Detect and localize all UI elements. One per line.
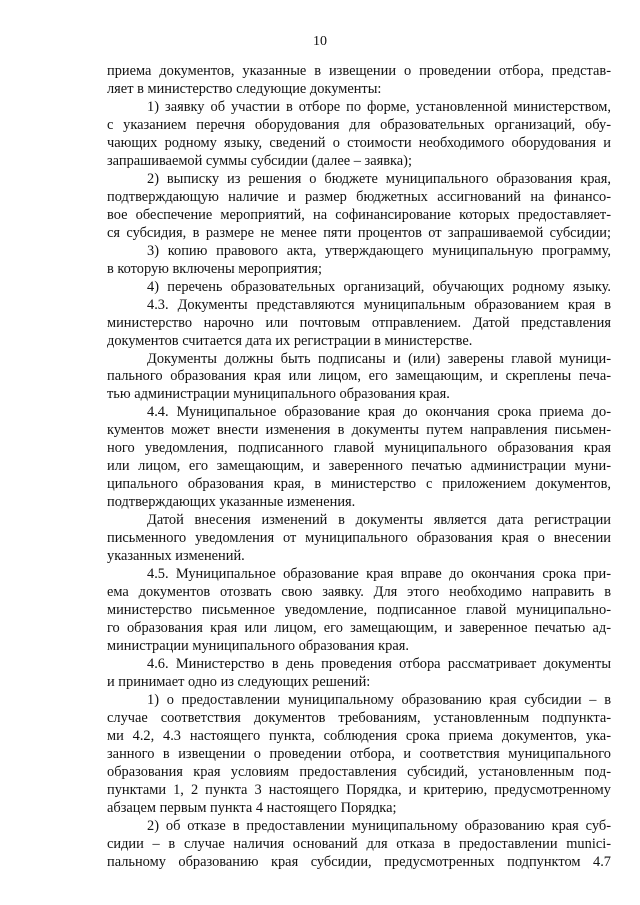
text-line: Датой внесения изменений в документы является дата регистрации	[147, 512, 611, 529]
text-line: в которую включены мероприятия;	[107, 260, 322, 277]
text-line: подтверждающих указанные изменения.	[107, 494, 356, 511]
text-line: случае соответствия документов требованиям, установленным подпункта-	[107, 709, 611, 726]
text-line: ся субсидия, в размере не менее пяти процентов от запрашиваемой субсидии;	[107, 224, 611, 241]
text-line: 4.6. Министерство в день проведения отбора рассматривает документы	[147, 655, 611, 672]
text-line: ляет в министерство следующие документы:	[107, 80, 382, 97]
text-line: 2) выписку из решения о бюджете муниципального образования края,	[147, 170, 611, 187]
page-number: 10	[313, 34, 327, 49]
text-line: ема документов отозвать свою заявку. Для этого необходимо направить в	[107, 584, 611, 601]
text-line: вое обеспечение мероприятий, на софинансирование которых предоставляет-	[107, 206, 611, 223]
text-line: кументов может внести изменения в документы путем направления письмен-	[107, 422, 611, 439]
text-line: министрации муниципального образования края.	[107, 638, 409, 654]
text-line: тью администрации муниципального образования края.	[107, 386, 450, 403]
text-line: образования края условиям предоставления субсидий, установленным под-	[107, 763, 611, 780]
text-line: или лицом, его замещающим, и заверенного печатью администрации муни-	[107, 458, 611, 475]
text-line: чающих родному языку, сведений о стоимости необходимого оборудования и	[107, 134, 611, 151]
text-line: министерство нарочно или почтовым отправлением. Датой представления	[107, 314, 611, 331]
text-line: запрашиваемой суммы субсидии (далее – заявка);	[107, 152, 412, 169]
text-line: письменного уведомления от муниципального образования края о внесении	[107, 530, 611, 547]
text-line: указанных изменений.	[107, 548, 245, 565]
text-line: 3) копию правового акта, утверждающего муниципальную программу,	[147, 242, 611, 259]
text-line: 1) заявку об участии в отборе по форме, установленной министерством,	[147, 98, 611, 115]
text-line: 2) об отказе в предоставлении муниципальному образованию края суб-	[147, 817, 611, 834]
text-line: сидии – в случае наличия оснований для отказа в предоставлении munici-	[107, 835, 611, 852]
text-line: документов считается дата их регистрации в министерстве.	[107, 332, 473, 349]
text-line: и принимает одно из следующих решений:	[107, 673, 371, 690]
text-line: Документы должны быть подписаны и (или) заверены главой муници-	[147, 350, 611, 367]
text-line: 1) о предоставлении муниципальному образованию края субсидии – в	[147, 691, 611, 708]
text-line: 4) перечень образовательных организаций, обучающих родному языку.	[147, 278, 611, 295]
text-line: ного уведомления, подписанного главой муниципального образования края	[107, 440, 611, 457]
text-line: 4.3. Документы представляются муниципальным образованием края в	[147, 296, 611, 313]
text-line: министерство письменное уведомление, подписанное главой муниципально-	[107, 602, 611, 619]
text-line: абзацем первым пункта 4 настоящего Порядка;	[107, 799, 397, 816]
text-line: подтверждающую наличие и размер бюджетных ассигнований на финансо-	[107, 188, 611, 205]
text-line: го образования края или лицом, его замещающим, и заверенное печатью ад-	[107, 620, 611, 637]
text-line: пального образования края или лицом, его замещающим, и скреплены печа-	[107, 368, 611, 385]
text-line: занного в извещении о проведении отбора, и соответствия муниципального	[107, 745, 611, 762]
text-line: пунктами 1, 2 пункта 3 настоящего Порядка, и критерию, предусмотренному	[107, 781, 611, 798]
text-line: 4.4. Муниципальное образование края до окончания срока приема до-	[147, 404, 611, 421]
text-line: 4.5. Муниципальное образование края вправе до окончания срока при-	[147, 566, 611, 583]
text-line: ми 4.2, 4.3 настоящего пункта, соблюдения срока приема документов, ука-	[107, 727, 611, 744]
document-body	[107, 63, 611, 872]
text-line: с указанием перечня оборудования для образовательных организаций, обу-	[107, 116, 611, 133]
text-line: приема документов, указанные в извещении о проведении отбора, представ-	[107, 63, 611, 79]
text-line: ципального образования края, в министерство с приложением документов,	[107, 476, 611, 493]
text-line: пальному образованию края субсидии, предусмотренных подпунктом 4.7	[107, 853, 611, 870]
